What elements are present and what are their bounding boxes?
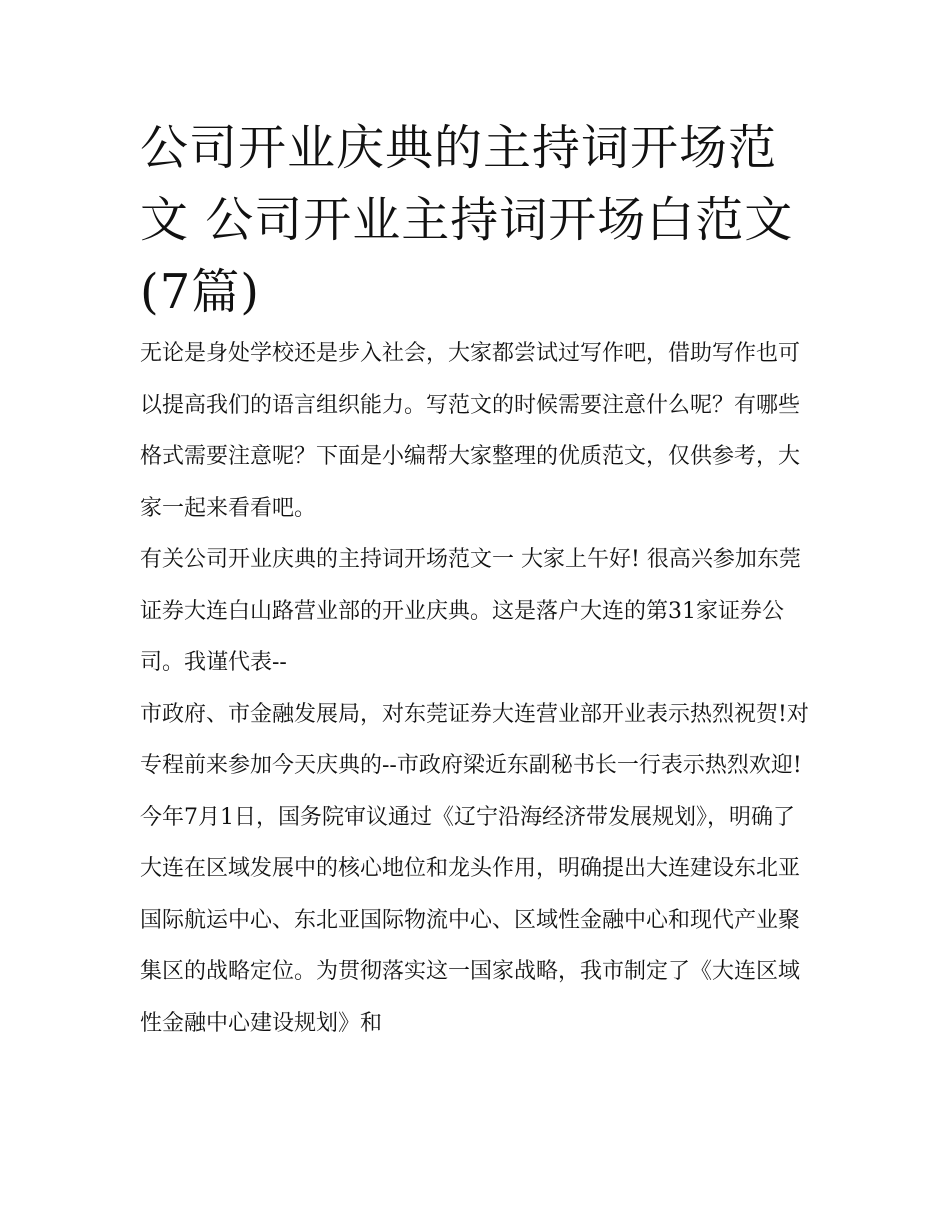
document-page xyxy=(140,112,812,1049)
paragraph-intro: 无论是身处学校还是步入社会，大家都尝试过写作吧，借助写作也可以提高我们的语言组织能力。写范文的时候需要注意什么呢？有哪些格式需要注意呢？下面是小编帮大家整理的优质范文，仅供参考，大家一起来看看吧。 xyxy=(140,341,801,521)
document-title: 公司开业庆典的主持词开场范文 公司开业主持词开场白范文(7篇) xyxy=(140,120,794,320)
paragraph-opening: 有关公司开业庆典的主持词开场范文一 大家上午好! 很高兴参加东莞证券大连白山路营业部的开业庆典。这是落户大连的第31家证券公司。我谨代表-- xyxy=(140,547,801,675)
paragraph-congratulations: 市政府、市金融发展局，对东莞证券大连营业部开业表示热烈祝贺!对专程前来参加今天庆典的--市政府梁近东副秘书长一行表示热烈欢迎! xyxy=(140,701,809,778)
paragraph-planning: 今年7月1日，国务院审议通过《辽宁沿海经济带发展规划》，明确了大连在区域发展中的核心地位和龙头作用，明确提出大连建设东北亚国际航运中心、东北亚国际物流中心、区域性金融中心和现代产业聚集区的战略定位。为贯彻落实这一国家战略，我市制定了《大连区域性金融中心建设规划》和 xyxy=(140,804,801,1036)
